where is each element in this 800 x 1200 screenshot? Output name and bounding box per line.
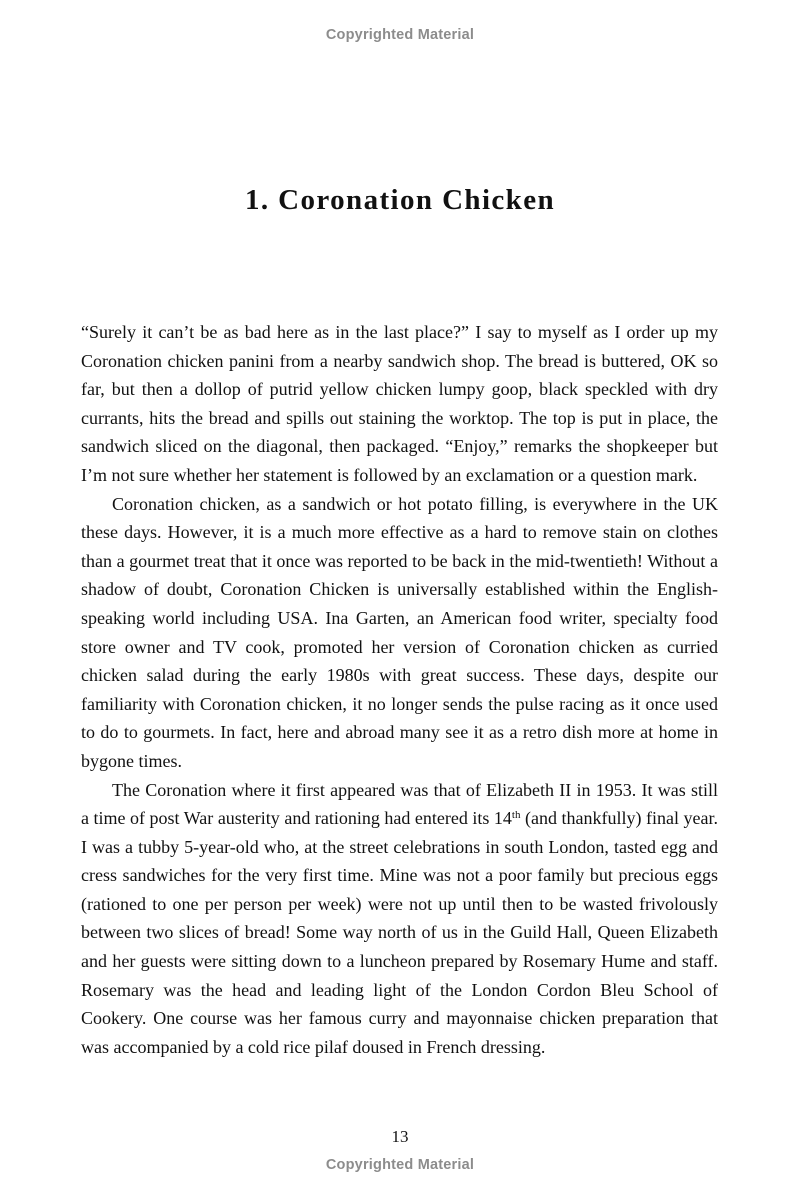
paragraph-2: Coronation chicken, as a sandwich or hot potato filling, is everywhere in the UK these days. However, it is a much more effective as a hard to remove stain on clothes than a gourmet treat that it once was reported to be back in the mid-twentieth! Without a shadow of doubt, Coronation Chicken is universally established within the English-speaking world including USA. Ina Garten, an American food writer, specialty food store owner and TV cook, promoted her version of Coronation chicken as curried chicken salad during the early 1980s with great success. These days, despite our familiarity with Coronation chicken, it no longer sends the pulse racing as it once used to do to gourmets. In fact, here and abroad many see it as a retro dish more at home in bygone times.: [81, 493, 718, 771]
copyright-watermark-bottom: Copyrighted Material: [325, 1157, 475, 1173]
paragraph-3-text-end: (and thankfully) final year. I was a tubby 5-year-old who, at the street celebrations in south London, tasted egg and cress sandwiches for the very first time. Mine was not a poor family but precious eggs (rationed to one per person per week) were not up until then to be wasted frivolously between two slices of bread! Some way north of us in the Guild Hall, Queen Elizabeth and her guests were sitting down to a luncheon prepared by Rosemary Hume and staff. Rosemary was the head and leading light of the London Cordon Bleu School of Cookery. One course was her famous curry and mayonnaise chicken preparation that was accompanied by a cold rice pilaf doused in French dressing.: [81, 808, 718, 1057]
copyright-watermark-top: Copyrighted Material: [325, 27, 475, 43]
paragraph-1: “Surely it can’t be as bad here as in the last place?” I say to myself as I order up my Coronation chicken panini from a nearby sandwich shop. The bread is buttered, OK so far, but then a dollop of putrid yellow chicken lumpy goop, black speckled with dry currants, hits the bread and spills out staining the worktop. The top is put in place, the sandwich sliced on the diagonal, then packaged. “Enjoy,” remarks the shopkeeper but I’m not sure whether her statement is followed by an exclamation or a question mark.: [81, 322, 718, 485]
paragraph-3-text-start: The Coronation where it first appeared was that of Elizabeth II in 1953. It was still a time of post War austerity and rationing had entered its 14: [81, 779, 718, 829]
page-number: 13: [391, 1127, 409, 1146]
chapter-title: 1. Coronation Chicken: [244, 184, 556, 216]
ordinal-superscript: th: [511, 809, 521, 822]
chapter-body: [81, 318, 718, 1061]
paragraph-3: [81, 776, 718, 1062]
